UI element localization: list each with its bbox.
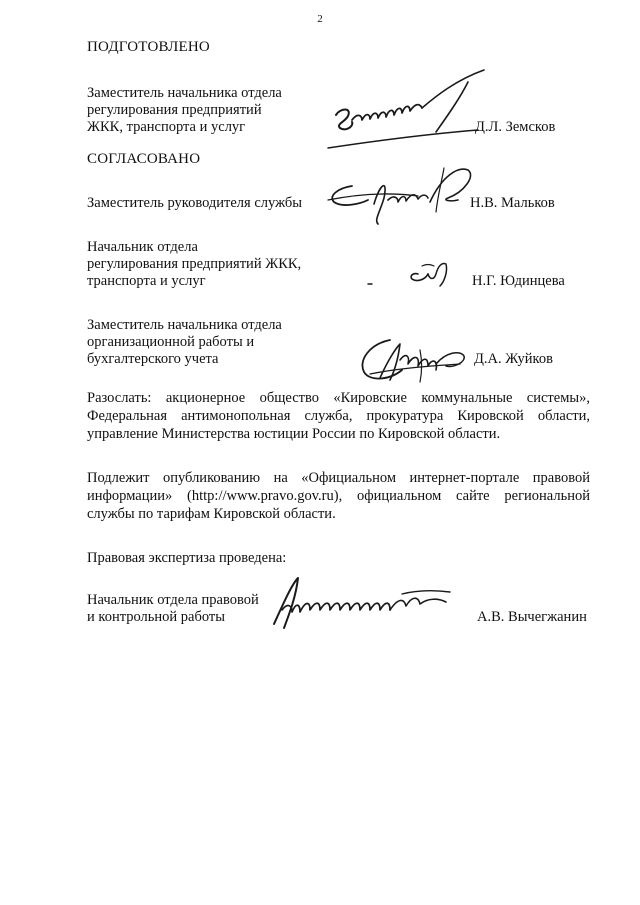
signer-2-name: Н.Г. Юдинцева [472,273,565,289]
signer-2-position-line-3: транспорта и услуг [87,273,206,289]
signature-malkov [318,164,488,234]
signature-zhuikov [350,330,480,390]
signature-zemskov [318,60,498,160]
legal-review-signer-name: А.В. Вычегжанин [477,609,587,625]
agreed-heading: СОГЛАСОВАНО [87,151,201,167]
legal-review-statement: Правовая экспертиза проведена: [87,550,287,566]
publication-paragraph: Подлежит опубликованию на «Официальном интернет-портале правовой информации» (http://www.pravo.gov.ru), официальном сайте региональной службы по тарифам Кировской области. [87,470,590,522]
signature-vychegzhanin [262,572,462,632]
signer-3-position-line-2: организационной работы и [87,334,255,350]
signer-3-position-line-3: бухгалтерского учета [87,351,219,367]
prepared-heading: ПОДГОТОВЛЕНО [87,39,210,55]
signer-3-position-line-1: Заместитель начальника отдела [87,317,282,333]
signer-2-position-line-2: регулирования предприятий ЖКК, [87,256,302,272]
legal-review-position-line-2: и контрольной работы [87,609,225,625]
page-number: 2 [317,13,323,25]
signer-2-position-line-1: Начальник отдела [87,239,198,255]
signer-1-name: Н.В. Мальков [470,195,555,211]
prepared-signer-name: Д.Л. Земсков [475,119,556,135]
signer-3-name: Д.А. Жуйков [474,351,553,367]
prepared-position-line-2: регулирования предприятий [87,102,262,118]
distribution-paragraph: Разослать: акционерное общество «Кировские коммунальные системы», Федеральная антимонопольная служба, прокуратура Кировской области, управление Министерства юстиции России по Кировской области. [87,390,590,442]
signature-yudintseva [360,252,460,292]
legal-review-position-line-1: Начальник отдела правовой [87,592,259,608]
prepared-position-line-3: ЖКК, транспорта и услуг [87,119,246,135]
signer-1-position: Заместитель руководителя службы [87,195,303,211]
prepared-position-line-1: Заместитель начальника отдела [87,85,282,101]
